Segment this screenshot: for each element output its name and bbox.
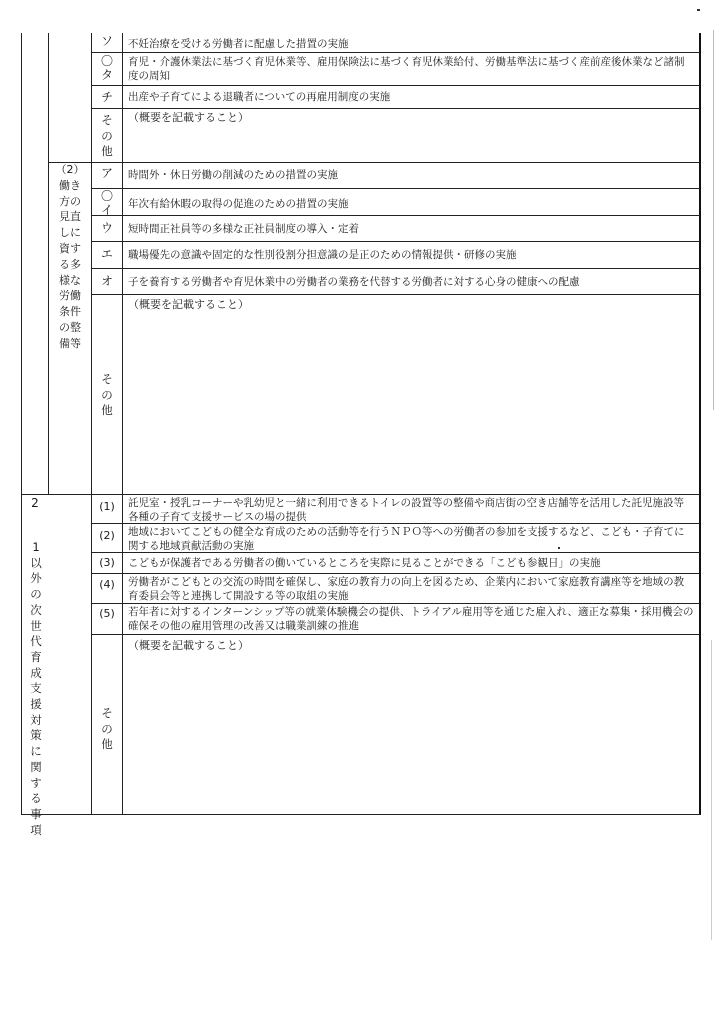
- row-line: [91, 268, 700, 269]
- scan-speck: [713, 30, 714, 410]
- other1-note: （概要を記載すること）: [128, 111, 249, 124]
- row-label-o: オ: [100, 274, 113, 288]
- other1-label: その他: [101, 113, 113, 159]
- row-label-e: エ: [100, 247, 113, 261]
- row-text-a: 時間外・休日労働の削減のための措置の実施: [128, 169, 338, 181]
- frame-bottom-line: [21, 814, 700, 815]
- row-label-3: (3): [99, 556, 115, 569]
- row-line: [91, 294, 700, 295]
- frame-col1-line: [48, 33, 49, 494]
- row-text-3: こどもが保護者である労働者の働いているところを実際に見ることができる「こども参観日」の実施: [128, 557, 601, 569]
- row-line: [48, 162, 700, 163]
- row-text-4: 労働者がこどもとの交流の時間を確保し、家庭の教育力の向上を図るため、企業内において家庭教育講座等を地域の教育委員会等と連携して開設する等の取組の実施: [128, 576, 685, 602]
- row-line: [91, 85, 700, 86]
- category-work-label: （2）働き方の見直しに資する多様な労働条件の整備等: [55, 163, 85, 350]
- section2-title: 1以外の次世代育成支援対策に関する事項: [30, 540, 42, 837]
- row-label-chi: チ: [100, 90, 113, 104]
- row-label-ta: 〇タ: [100, 54, 113, 82]
- other3-note: （概要を記載すること）: [128, 639, 249, 652]
- row-line: [91, 52, 700, 53]
- row-text-5: 若年者に対するインターンシップ等の就業体験機会の提供、トライアル雇用等を通じた雇入れ、適正な募集・採用機会の確保その他の雇用管理の改善又は職業訓練の推進: [128, 606, 694, 632]
- row-label-1: (1): [99, 500, 115, 513]
- other3-label: その他: [101, 706, 113, 752]
- row-label-4: (4): [99, 578, 115, 591]
- scan-speck: [558, 547, 560, 549]
- row-text-so: 不妊治療を受ける労働者に配慮した措置の実施: [128, 38, 349, 50]
- scan-speck: [711, 640, 712, 940]
- row-line: [91, 603, 700, 604]
- scan-speck: [697, 9, 700, 11]
- row-line: [91, 215, 700, 216]
- row-text-1: 託児室・授乳コーナーや乳幼児と一緒に利用できるトイレの設置等の整備や商店街の空き店舗等を活用した託児施設等各種の子育て支援サービスの場の提供: [128, 497, 684, 523]
- frame-col2-line: [91, 33, 92, 815]
- row-text-i: 年次有給休暇の取得の促進のための措置の実施: [128, 198, 349, 210]
- row-text-u: 短時間正社員等の多様な正社員制度の導入・定着: [128, 223, 359, 235]
- row-text-e: 職場優先の意識や固定的な性別役割分担意識の是正のための情報提供・研修の実施: [128, 249, 517, 261]
- frame-left-line: [21, 33, 22, 815]
- row-label-u: ウ: [100, 221, 113, 235]
- frame-right-line: [699, 33, 701, 815]
- row-line: [91, 573, 700, 574]
- frame-col3-line: [122, 33, 123, 815]
- row-line: [91, 241, 700, 242]
- row-label-so: ソ: [100, 34, 113, 48]
- section2-number: 2: [31, 496, 39, 510]
- row-label-2: (2): [99, 529, 115, 542]
- section-divider-line: [21, 494, 700, 495]
- row-label-5: (5): [99, 607, 115, 620]
- row-label-i: 〇イ: [100, 189, 113, 217]
- row-text-ta: 育児・介護休業法に基づく育児休業等、雇用保険法に基づく育児休業給付、労働基準法に基づく産前産後休業など諸制度の周知: [128, 56, 685, 82]
- row-line: [91, 188, 700, 189]
- row-line: [91, 634, 700, 635]
- row-text-2: 地域においてこどもの健全な育成のための活動等を行うＮＰＯ等への労働者の参加を支援するなど、こども・子育てに関する地域貢献活動の実施: [128, 526, 685, 552]
- other2-note: （概要を記載すること）: [128, 298, 249, 311]
- other2-label: その他: [101, 372, 113, 418]
- row-text-chi: 出産や子育てによる退職者についての再雇用制度の実施: [128, 91, 391, 103]
- row-label-a: ア: [100, 166, 113, 180]
- row-text-o: 子を養育する労働者や育児休業中の労働者の業務を代替する労働者に対する心身の健康への配慮: [128, 276, 580, 288]
